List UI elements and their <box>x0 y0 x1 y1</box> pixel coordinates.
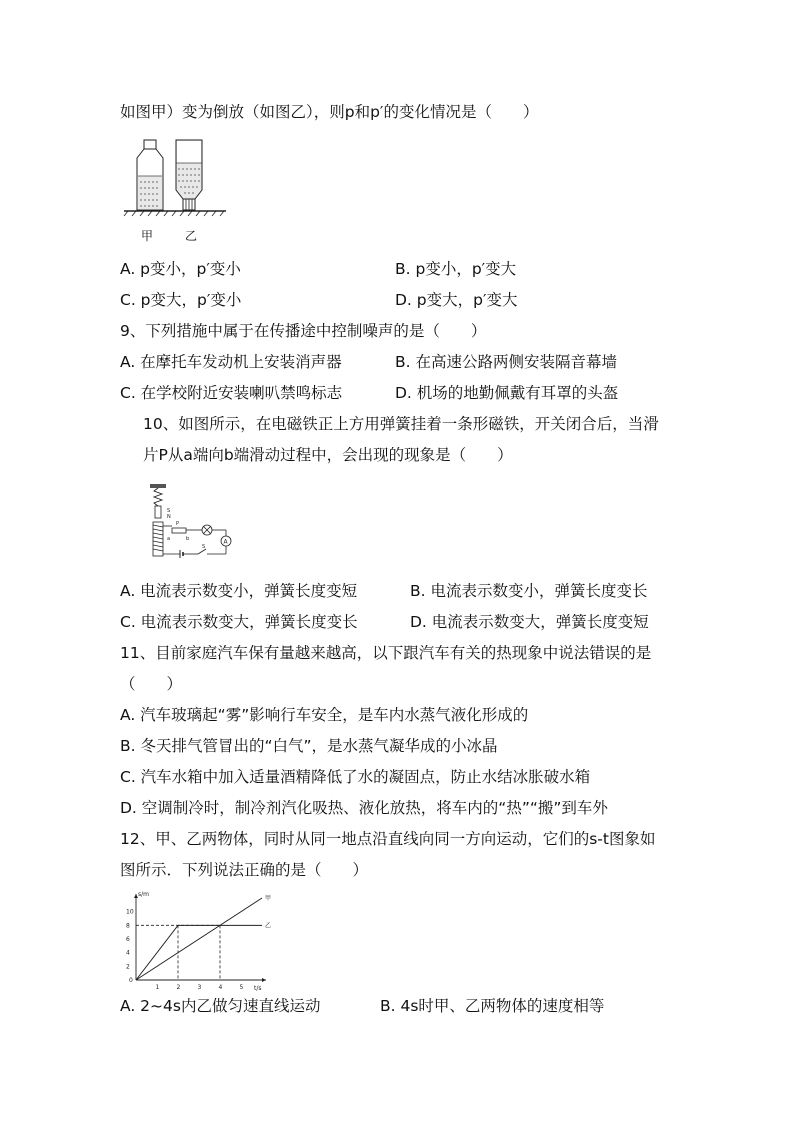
q8-option-a: A. p变小，p′变小 <box>120 260 241 278</box>
q11-stem-line1: 11、目前家庭汽车保有量越来越高，以下跟汽车有关的热现象中说法错误的是 <box>120 644 652 662</box>
series-line-jia <box>136 898 262 980</box>
electromagnet-circuit-figure <box>140 482 240 562</box>
x-tick-label: 4 <box>218 984 223 991</box>
q10-option-b: B. 电流表示数变小，弹簧长度变长 <box>410 582 648 600</box>
q12-stem-line1: 12、甲、乙两物体，同时从同一地点沿直线向同一方向运动，它们的s-t图象如 <box>120 830 656 848</box>
q11-option-c: C. 汽车水箱中加入适量酒精降低了水的凝固点，防止水结冰胀破水箱 <box>120 768 591 786</box>
x-tick-label: 3 <box>197 984 202 991</box>
q9-option-a: A. 在摩托车发动机上安装消声器 <box>120 353 342 371</box>
y-tick-label: 2 <box>126 963 130 971</box>
q11-stem-line2: （ ） <box>120 675 183 693</box>
q12-option-a: A. 2~4s内乙做匀速直线运动 <box>120 997 321 1015</box>
q8-stem-tail: 如图甲）变为倒放（如图乙），则p和p′的变化情况是（ ） <box>120 103 539 121</box>
q11-option-b: B. 冬天排气管冒出的“白气”，是水蒸气凝华成的小冰晶 <box>120 737 498 755</box>
q11-option-d: D. 空调制冷时，制冷剂汽化吸热、液化放热，将车内的“热”“搬”到车外 <box>120 799 608 817</box>
y-tick-label: 6 <box>126 936 130 943</box>
x-axis-label: t/s <box>254 985 262 992</box>
y-tick-label: 4 <box>126 949 130 957</box>
q9-option-b: B. 在高速公路两侧安装隔音幕墙 <box>395 353 617 371</box>
svg-text:A: A <box>223 538 228 546</box>
q10-option-d: D. 电流表示数变大，弹簧长度变短 <box>410 613 649 631</box>
label-yi: 乙 <box>185 229 198 243</box>
origin-label: 0 <box>129 977 133 984</box>
q8-option-c: C. p变大，p′变小 <box>120 291 242 309</box>
svg-text:S: S <box>167 508 171 514</box>
q12-option-b: B. 4s时甲、乙两物体的速度相等 <box>380 997 605 1015</box>
series-label-jia: 甲 <box>265 895 272 902</box>
y-tick-label: 10 <box>126 908 134 916</box>
q10-option-a: A. 电流表示数变小，弹簧长度变短 <box>120 582 358 600</box>
q10-option-c: C. 电流表示数变大，弹簧长度变长 <box>120 613 358 631</box>
x-tick-label: 5 <box>239 984 244 991</box>
q10-stem-line1: 10、如图所示，在电磁铁正上方用弹簧挂着一条形磁铁，开关闭合后，当滑 <box>143 415 659 433</box>
q9-option-d: D. 机场的地勤佩戴有耳罩的头盔 <box>395 384 619 402</box>
q8-option-d: D. p变大，p′变大 <box>395 291 518 309</box>
svg-text:b: b <box>186 536 190 542</box>
series-line-yi <box>136 925 262 980</box>
svg-text:P: P <box>176 521 180 527</box>
y-axis-label: s/m <box>138 891 149 898</box>
q12-stem-line2: 图所示．下列说法正确的是（ ） <box>120 861 369 879</box>
x-tick-label: 1 <box>155 984 160 991</box>
series-label-yi: 乙 <box>265 922 272 930</box>
label-jia: 甲 <box>141 229 154 243</box>
bottle-figure <box>120 138 230 243</box>
q9-stem: 9、下列措施中属于在传播途中控制噪声的是（ ） <box>120 322 487 340</box>
y-tick-label: 8 <box>126 922 130 930</box>
svg-text:a: a <box>167 536 171 542</box>
q9-option-c: C. 在学校附近安装喇叭禁鸣标志 <box>120 384 343 402</box>
svg-text:S: S <box>202 544 206 550</box>
s-t-chart <box>110 892 270 992</box>
q11-option-a: A. 汽车玻璃起“雾”影响行车安全，是车内水蒸气液化形成的 <box>120 706 529 724</box>
x-tick-label: 2 <box>176 984 181 991</box>
svg-text:N: N <box>167 514 171 520</box>
x-axis-arrow <box>262 978 266 982</box>
q8-option-b: B. p变小，p′变大 <box>395 260 517 278</box>
q10-stem-line2: 片P从a端向b端滑动过程中，会出现的现象是（ ） <box>143 446 513 464</box>
